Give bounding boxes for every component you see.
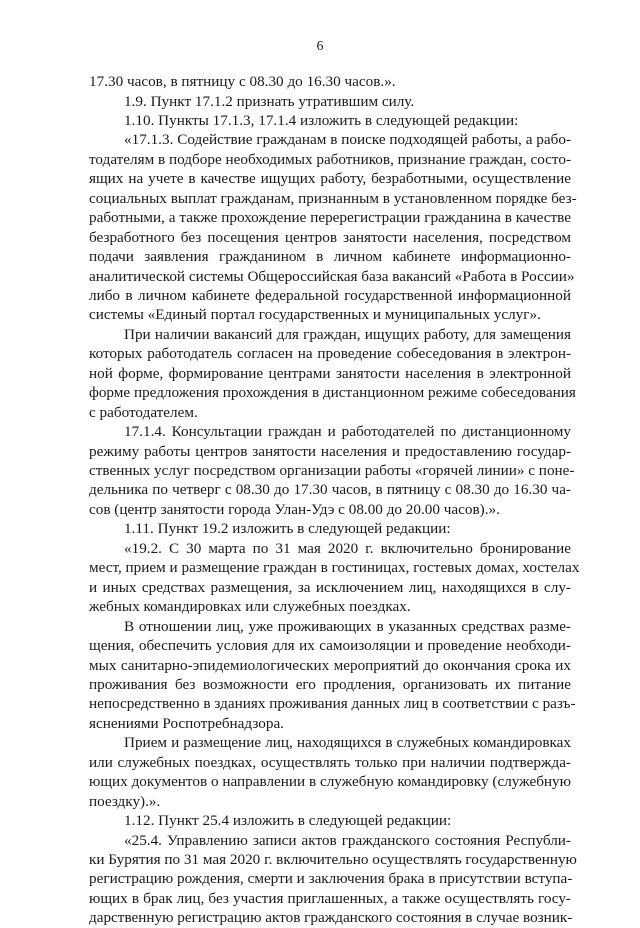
text-line: мых санитарно-эпидемиологических мероприятий до окончания срока их [89,656,571,674]
text-line: регистрацию рождения, смерти и заключения брака в присутствии вступа- [89,870,573,888]
text-line: режиму работы центров занятости населения и предоставлению государ- [89,442,571,460]
text-line: работными, а также прохождение перерегистрации гражданина в качестве [89,209,571,227]
text-line: либо в личном кабинете федеральной государственной информационной [89,286,571,304]
text-line: ющих в брак лиц, без участия приглашенных, а также осуществлять госу- [89,889,571,907]
text-line: аналитической системы Общероссийская база вакансий «Работа в России» [89,267,575,285]
text-line: щения, обеспечить условия для их самоизоляции и проведение необходи- [89,637,571,654]
text-line: 17.30 часов, в пятницу с 08.30 до 16.30 часов.». [89,73,396,90]
text-line: безработного без посещения центров занятости населения, посредством [89,228,571,246]
text-line: При наличии вакансий для граждан, ищущих работу, для замещения [124,325,571,343]
text-line: подачи заявления гражданином в личном кабинете информационно- [89,248,571,265]
text-line: сов (центр занятости города Улан-Удэ с 08.00 до 20.00 часов).». [89,500,500,518]
text-line: форме предложения прохождения в дистанционном режиме собеседования [89,384,576,402]
text-line: с работодателем. [89,403,198,421]
text-line: или служебных поездках, осуществлять только при наличии подтвержда- [89,753,571,771]
text-line: и иных средствах размещения, за исключением лиц, находящихся в слу- [89,578,571,596]
text-line: 1.11. Пункт 19.2 изложить в следующей редакции: [124,520,451,538]
text-line: ственных услуг посредством организации работы «горячей линии» с поне- [89,462,575,479]
text-line: 1.12. Пункт 25.4 изложить в следующей редакции: [124,812,452,830]
text-line: «19.2. С 30 марта по 31 мая 2020 г. включительно бронирование [124,539,571,557]
text-line: тодателям в подборе необходимых работников, признание граждан, состо- [89,150,571,168]
text-line: поездку).». [89,792,161,810]
text-line: жебных командировках или служебных поездках. [89,598,411,616]
text-line: Прием и размещение лиц, находящихся в служебных командировках [124,734,571,752]
text-line: «17.1.3. Содействие гражданам в поиске подходящей работы, а рабо- [124,131,571,149]
text-line: «25.4. Управлению записи актов гражданского состояния Республи- [124,831,571,849]
text-line: дарственную регистрацию актов гражданского состояния в случае возник- [89,909,573,927]
text-line: непосредственно в зданиях проживания данных лиц в соответствии с разъ- [89,695,576,713]
text-line: проживания без возможности его продления, организовать их питание [89,675,571,693]
text-line: ющих документов о направлении в служебную командировку (служебную [89,773,571,791]
text-line: 1.10. Пункты 17.1.3, 17.1.4 изложить в следующей редакции: [124,111,519,129]
page-number: 6 [316,38,324,53]
text-line: системы «Единый портал государственных и муниципальных услуг». [89,306,541,324]
text-line: ной форме, формирование центрами занятости населения в электронной [89,364,571,382]
text-line: 17.1.4. Консультации граждан и работодателей по дистанционному [124,423,571,441]
text-line: В отношении лиц, уже проживающих в указанных средствах разме- [124,617,571,635]
text-line: мест, прием и размещение граждан в гостиницах, гостевых домах, хостелах [89,559,580,577]
text-line: яснениями Роспотребнадзора. [89,714,284,732]
text-line: 1.9. Пункт 17.1.2 признать утратившим силу. [124,92,415,110]
text-line: ки Бурятия по 31 мая 2020 г. включительно осуществлять государственную [89,851,577,868]
text-line: ящих на учете в качестве ищущих работу, безработными, осуществление [89,170,571,188]
text-line: которых работодатель согласен на проведение собеседования в электрон- [89,345,571,363]
text-line: дельника по четверг с 08.30 до 17.30 часов, в пятницу с 08.30 до 16.30 ча- [89,481,571,499]
text-line: социальных выплат гражданам, признанным в установленном порядке без- [89,189,577,207]
